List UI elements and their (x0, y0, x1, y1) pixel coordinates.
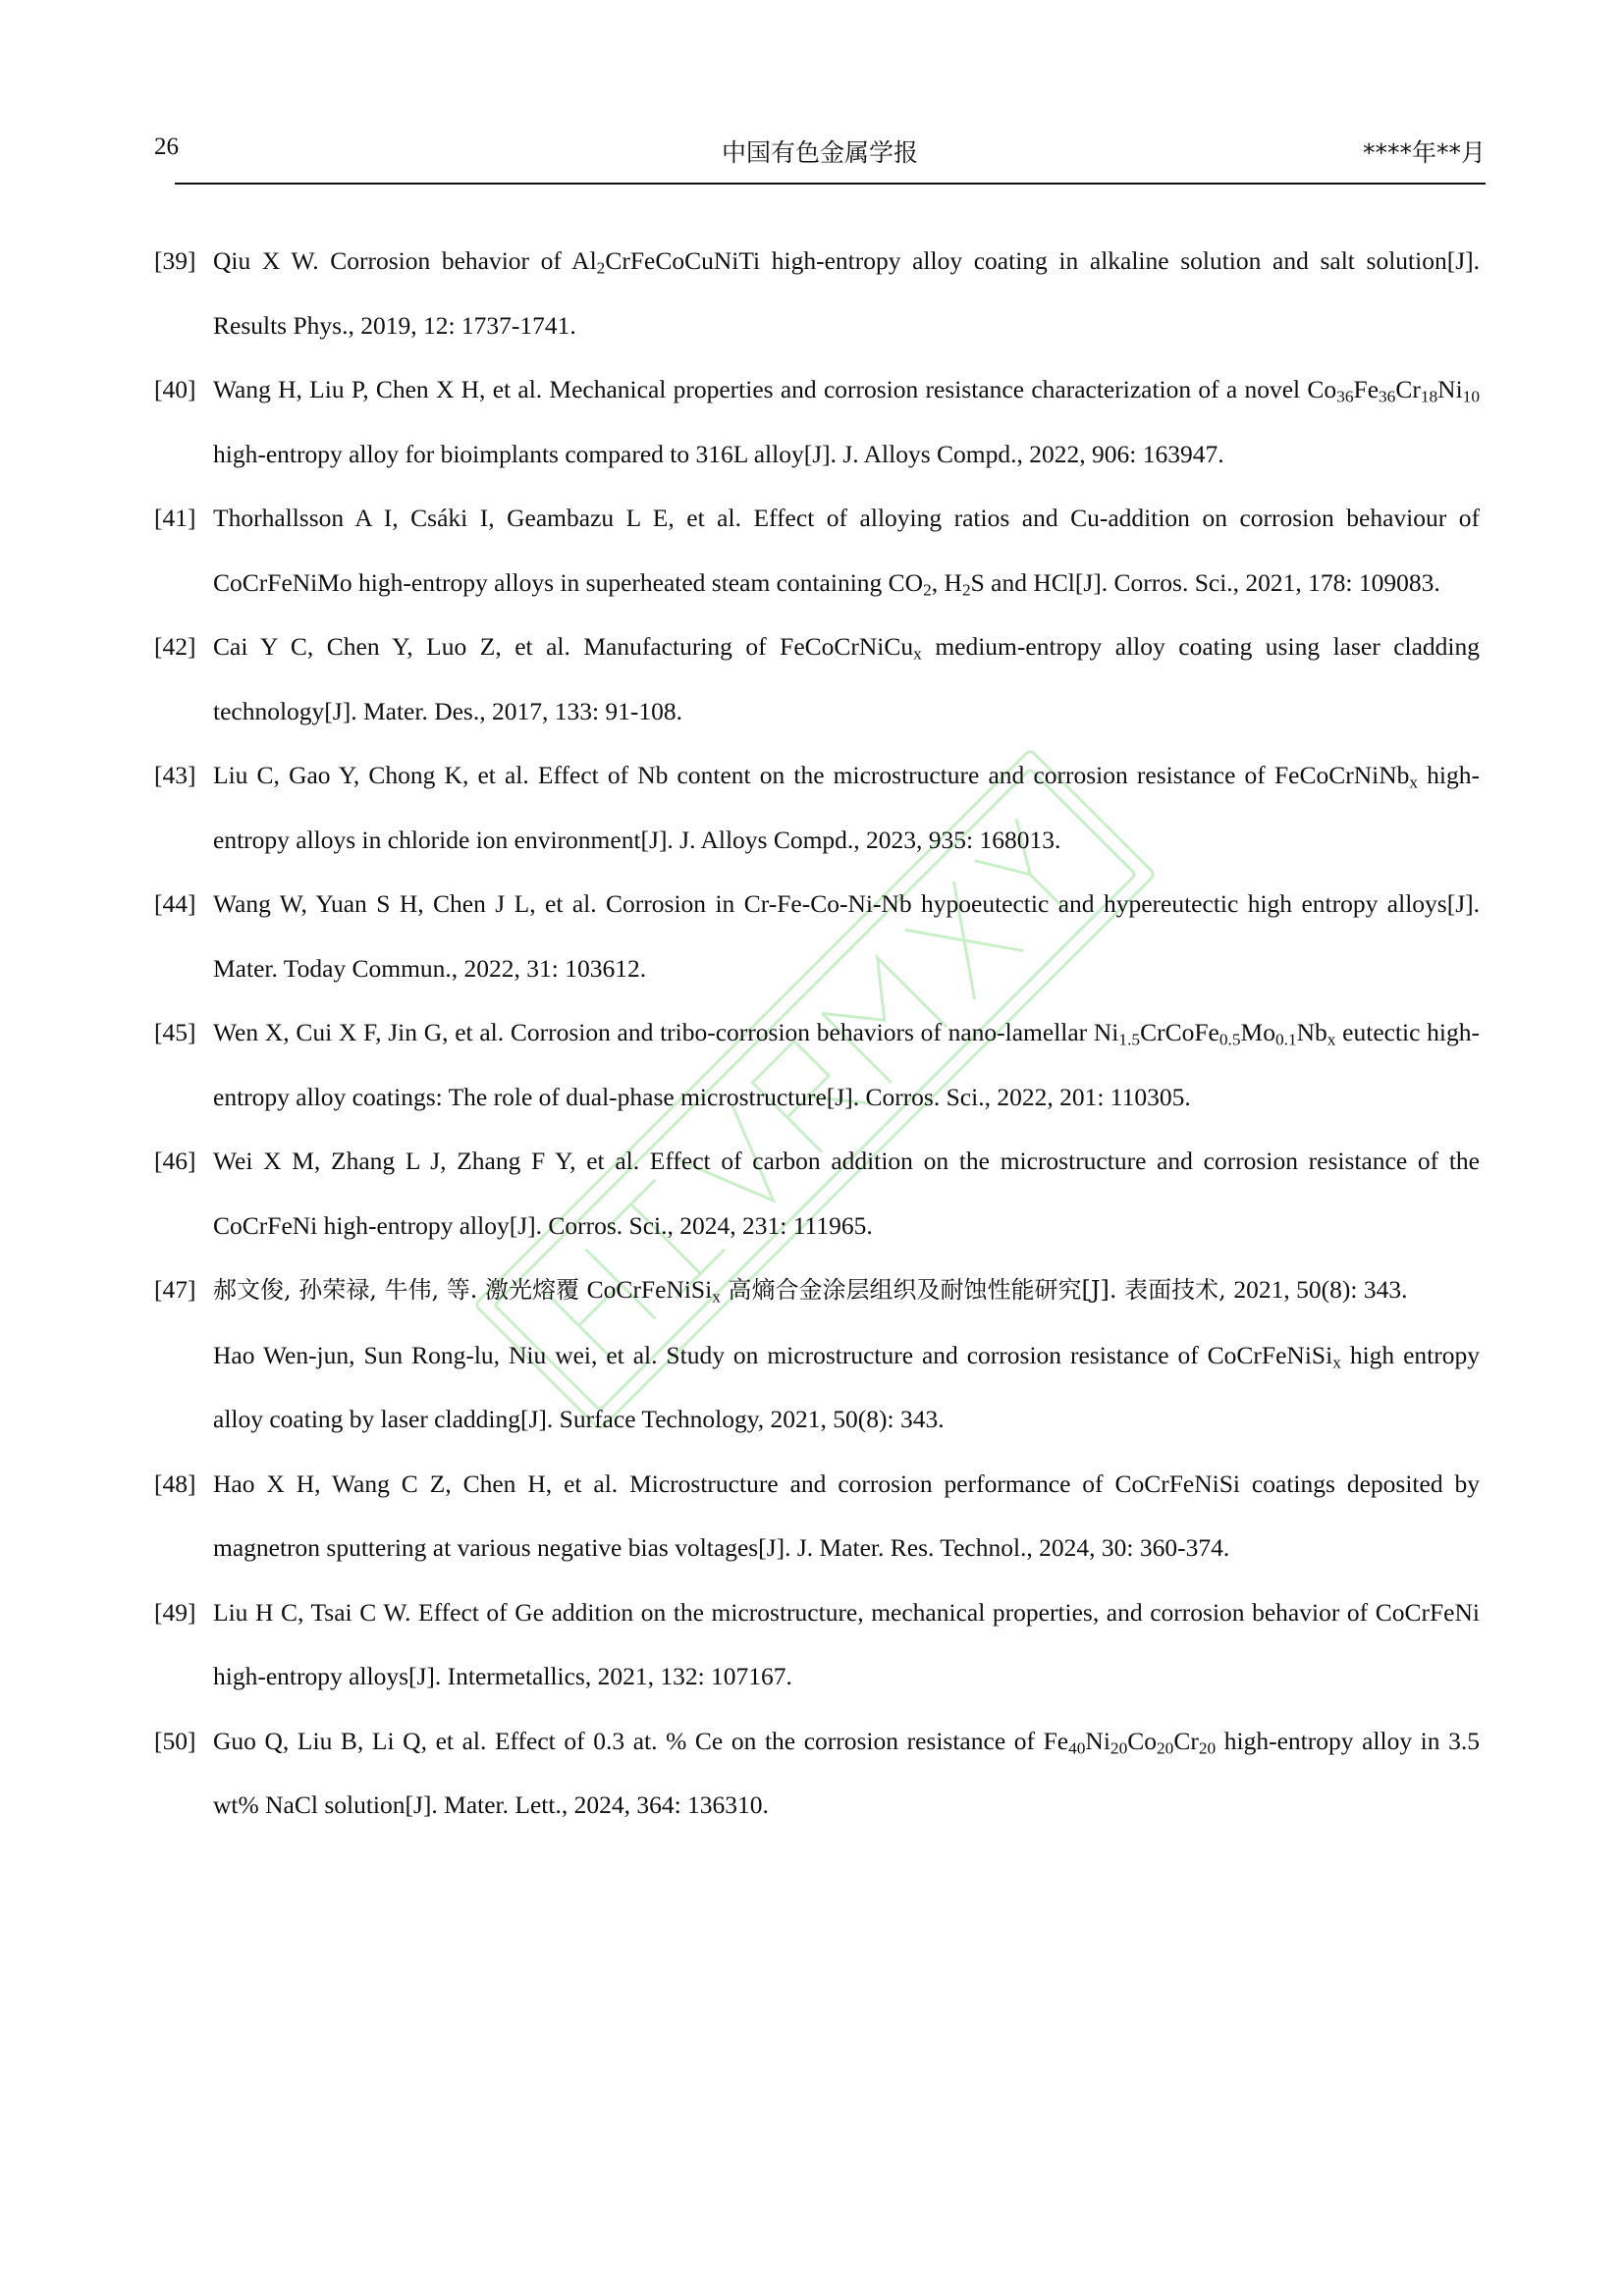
ref-text-run: Liu C, Gao Y, Chong K, et al. Effect of Nb content on the microstructure and corrosion resistance of FeCoCrNiNb (213, 761, 1410, 789)
ref-text-run: Wang W, Yuan S H, Chen J L, et al. Corrosion in Cr-Fe-Co-Ni-Nb hypoeutectic and hypereutectic high entropy alloys[J]. Mater. Today Commun., 2022, 31: 103612. (213, 889, 1480, 983)
subscript: 2 (923, 579, 932, 599)
subscript: 1.5 (1118, 1030, 1141, 1049)
ref-text-run: high-entropy alloy for bioimplants compared to 316L alloy[J]. J. Alloys Compd., 2022, 906: 163947. (213, 439, 1224, 468)
ref-text-run: Qiu X W. Corrosion behavior of Al (213, 246, 597, 275)
subscript: 36 (1336, 387, 1354, 406)
header-rule (175, 183, 1486, 185)
subscript: 0.5 (1218, 1030, 1241, 1049)
reference-list (154, 229, 1480, 1838)
reference-number: [49] (154, 1597, 196, 1627)
ref-text-run: Hao Wen-jun, Sun Rong-lu, Niu wei, et al. Study on microstructure and corrosion resistance of CoCrFeNiSi (213, 1340, 1333, 1369)
reference-item (154, 486, 1480, 614)
ref-text-run: Wang H, Liu P, Chen X H, et al. Mechanical properties and corrosion resistance characterization of a novel Co (213, 375, 1337, 403)
ref-text-run: 郝文俊, 孙荣禄, 牛伟, 等. 激光熔覆 (213, 1276, 587, 1304)
ref-text-run: CoCrFeNiSi (586, 1275, 713, 1304)
ref-text-run: medium-entropy alloy coating using laser cladding technology[J]. Mater. Des., 2017, 133: 91-108. (213, 632, 1481, 725)
reference-item (154, 1709, 1480, 1838)
subscript: 20 (1198, 1737, 1217, 1757)
reference-text (213, 743, 1480, 872)
reference-text (213, 357, 1480, 486)
ref-text-run: Co (1127, 1726, 1158, 1755)
reference-item (154, 1580, 1480, 1709)
ref-text-run: Liu H C, Tsai C W. Effect of Ge addition on the microstructure, mechanical properties, and corrosion behavior of CoCrFeNi high-entropy alloys[J]. Intermetallics, 2021, 132: 107167. (213, 1597, 1480, 1690)
reference-number: [47] (154, 1275, 196, 1304)
reference-number: [40] (154, 375, 196, 403)
ref-text-run: CrFeCoCuNiTi high-entropy alloy coating in alkaline solution and salt solution[J]. Results Phys., 2019, 12: 1737-1741. (213, 246, 1480, 340)
reference-item (154, 229, 1480, 357)
running-header (154, 126, 1486, 183)
ref-text-run: S and HCl[J]. Corros. Sci., 2021, 178: 109083. (970, 567, 1440, 597)
page-number: 26 (154, 133, 179, 160)
ref-text-run: 高熵合金涂层组织及耐蚀性能研究[J]. 表面技术, (720, 1276, 1234, 1304)
reference-text (213, 1709, 1480, 1838)
subscript: 2 (961, 579, 971, 599)
subscript: 40 (1068, 1737, 1086, 1757)
reference-number: [44] (154, 889, 196, 918)
ref-text-run: Guo Q, Liu B, Li Q, et al. Effect of 0.3 at. % Ce on the corrosion resistance of Fe (213, 1726, 1069, 1755)
reference-item (154, 1452, 1480, 1580)
reference-item (154, 1000, 1480, 1129)
ref-text-run: Ni (1085, 1726, 1110, 1755)
reference-translation (213, 1323, 1480, 1452)
subscript: x (913, 644, 922, 664)
subscript: x (1332, 1352, 1341, 1371)
subscript: 20 (1110, 1737, 1128, 1757)
reference-number: [46] (154, 1147, 196, 1175)
reference-text (213, 1000, 1480, 1129)
reference-number: [42] (154, 632, 196, 661)
ref-text-run: Ni (1437, 375, 1463, 403)
ref-text-run: Cr (1395, 375, 1421, 403)
ref-text-run: Cr (1173, 1726, 1199, 1755)
reference-text (213, 1452, 1480, 1580)
reference-number: [45] (154, 1018, 196, 1046)
reference-text (213, 1129, 1480, 1257)
journal-title: 中国有色金属学报 (721, 138, 918, 167)
subscript: 2 (596, 258, 606, 278)
subscript: 36 (1379, 387, 1396, 406)
issue-date: ****年**月 (1362, 138, 1486, 167)
reference-number: [41] (154, 504, 196, 532)
subscript: 0.1 (1274, 1030, 1297, 1049)
reference-number: [39] (154, 246, 196, 275)
reference-number: [48] (154, 1468, 196, 1498)
ref-text-run: high-entropy alloys in chloride ion environment[J]. J. Alloys Compd., 2023, 935: 168013. (213, 761, 1481, 854)
ref-text-run: high-entropy alloy in 3.5 wt% NaCl solution[J]. Mater. Lett., 2024, 364: 136310. (213, 1726, 1480, 1819)
reference-item (154, 357, 1480, 486)
ref-text-run: Nb (1296, 1018, 1327, 1046)
ref-text-run: Thorhallsson A I, Csáki I, Geambazu L E, et al. Effect of alloying ratios and Cu-addition on corrosion behaviour of CoCrFeNiMo high-entropy alloys in superheated steam containing CO (213, 504, 1480, 597)
reference-item (154, 614, 1480, 743)
reference-text (213, 872, 1480, 1000)
reference-number: [50] (154, 1726, 196, 1755)
ref-text-run: 2021, 50(8): 343. (1233, 1275, 1408, 1304)
ref-text-run: Wei X M, Zhang L J, Zhang F Y, et al. Effect of carbon addition on the microstructure and corrosion resistance of the CoCrFeNi high-entropy alloy[J]. Corros. Sci., 2024, 231: 111965. (213, 1147, 1480, 1240)
ref-text-run: Cai Y C, Chen Y, Luo Z, et al. Manufacturing of FeCoCrNiCu (213, 632, 914, 661)
reference-number: [43] (154, 761, 196, 789)
reference-text (213, 486, 1480, 614)
ref-text-run: , H (931, 567, 962, 597)
ref-text-run: eutectic high-entropy alloy coatings: The role of dual-phase microstructure[J]. Corros. Sci., 2022, 201: 110305. (213, 1018, 1481, 1111)
ref-text-run: Wen X, Cui X F, Jin G, et al. Corrosion and tribo-corrosion behaviors of nano-lamellar Ni (213, 1018, 1119, 1046)
reference-item (154, 1257, 1480, 1452)
reference-item (154, 872, 1480, 1000)
subscript: 20 (1157, 1737, 1174, 1757)
reference-item (154, 743, 1480, 872)
reference-text (213, 229, 1480, 357)
ref-text-run: high entropy alloy coating by laser cladding[J]. Surface Technology, 2021, 50(8): 343. (213, 1340, 1481, 1433)
subscript: x (712, 1287, 721, 1307)
reference-item (154, 1129, 1480, 1257)
subscript: x (1326, 1030, 1336, 1049)
subscript: x (1409, 773, 1419, 792)
subscript: 18 (1420, 387, 1438, 406)
reference-text (213, 1580, 1480, 1709)
ref-text-run: Hao X H, Wang C Z, Chen H, et al. Microstructure and corrosion performance of CoCrFeNiSi coatings deposited by magnetron sputtering at various negative bias voltages[J]. J. Mater. Res. Technol., 2024, 30: 360-374. (213, 1468, 1480, 1562)
ref-text-run: Fe (1353, 375, 1380, 403)
subscript: 10 (1462, 387, 1480, 406)
reference-text (213, 614, 1480, 743)
reference-text (213, 1257, 1480, 1323)
ref-text-run: Mo (1240, 1018, 1275, 1046)
ref-text-run: CrCoFe (1140, 1018, 1219, 1046)
